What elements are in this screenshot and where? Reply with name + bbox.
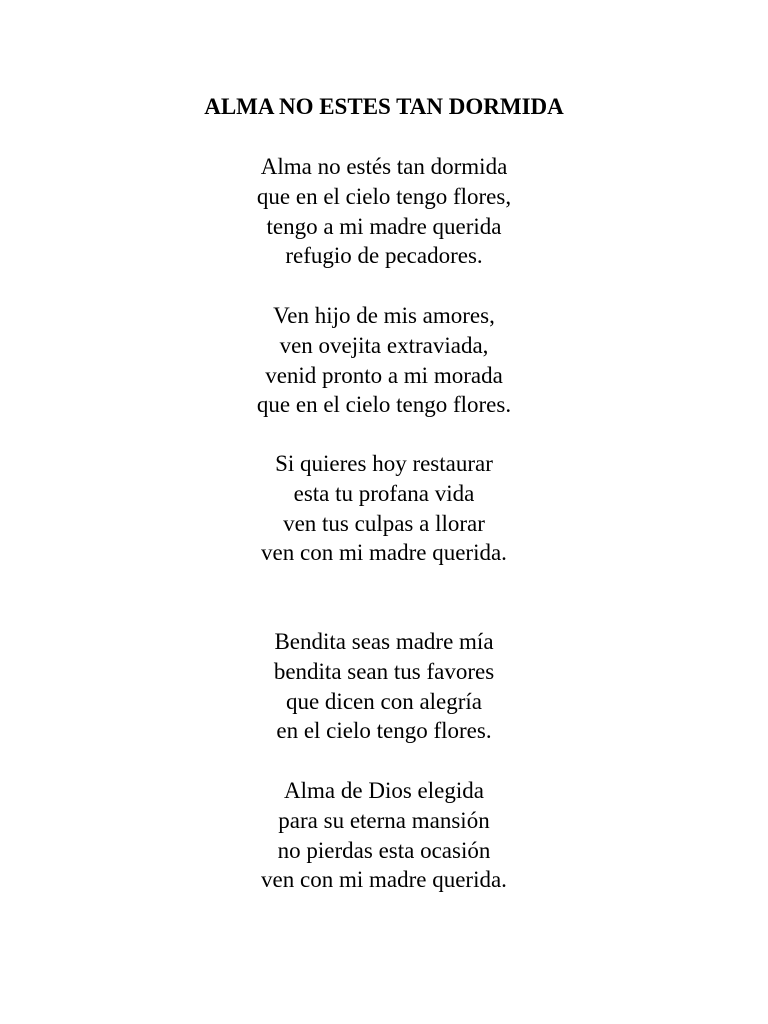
verse-line: Bendita seas madre mía [274,629,494,654]
verse-line: que en el cielo tengo flores, [256,183,512,209]
verse-line: que dicen con alegría [285,688,483,714]
verse-line: ven con mi madre querida. [261,867,507,893]
verse-line: en el cielo tengo flores. [276,718,492,744]
verse-line: venid pronto a mi morada [265,362,503,388]
verse-line: refugio de pecadores. [285,243,483,269]
verse-line: tengo a mi madre querida [266,213,502,239]
verse-line: ven con mi madre querida. [261,540,507,566]
verse-line: Alma de Dios elegida [284,778,484,803]
stanza-1 [0,152,768,271]
stanza-3 [0,449,768,568]
verse-line: ven tus culpas a llorar [283,510,485,536]
verse-line: Si quieres hoy restaurar [275,451,493,476]
verse-line: esta tu profana vida [293,480,475,506]
poem-title: ALMA NO ESTES TAN DORMIDA [204,94,564,119]
stanza-5 [0,776,768,895]
verse-line: Ven hijo de mis amores, [273,303,495,328]
verse-line: para su eterna mansión [278,807,490,833]
stanza-2 [0,301,768,420]
stanza-4 [0,627,768,746]
verse-line: no pierdas esta ocasión [277,837,491,863]
verse-line: ven ovejita extraviada, [279,332,489,358]
verse-line: Alma no estés tan dormida [260,154,508,179]
verse-line: que en el cielo tengo flores. [256,392,512,418]
verse-line: bendita sean tus favores [273,658,495,684]
